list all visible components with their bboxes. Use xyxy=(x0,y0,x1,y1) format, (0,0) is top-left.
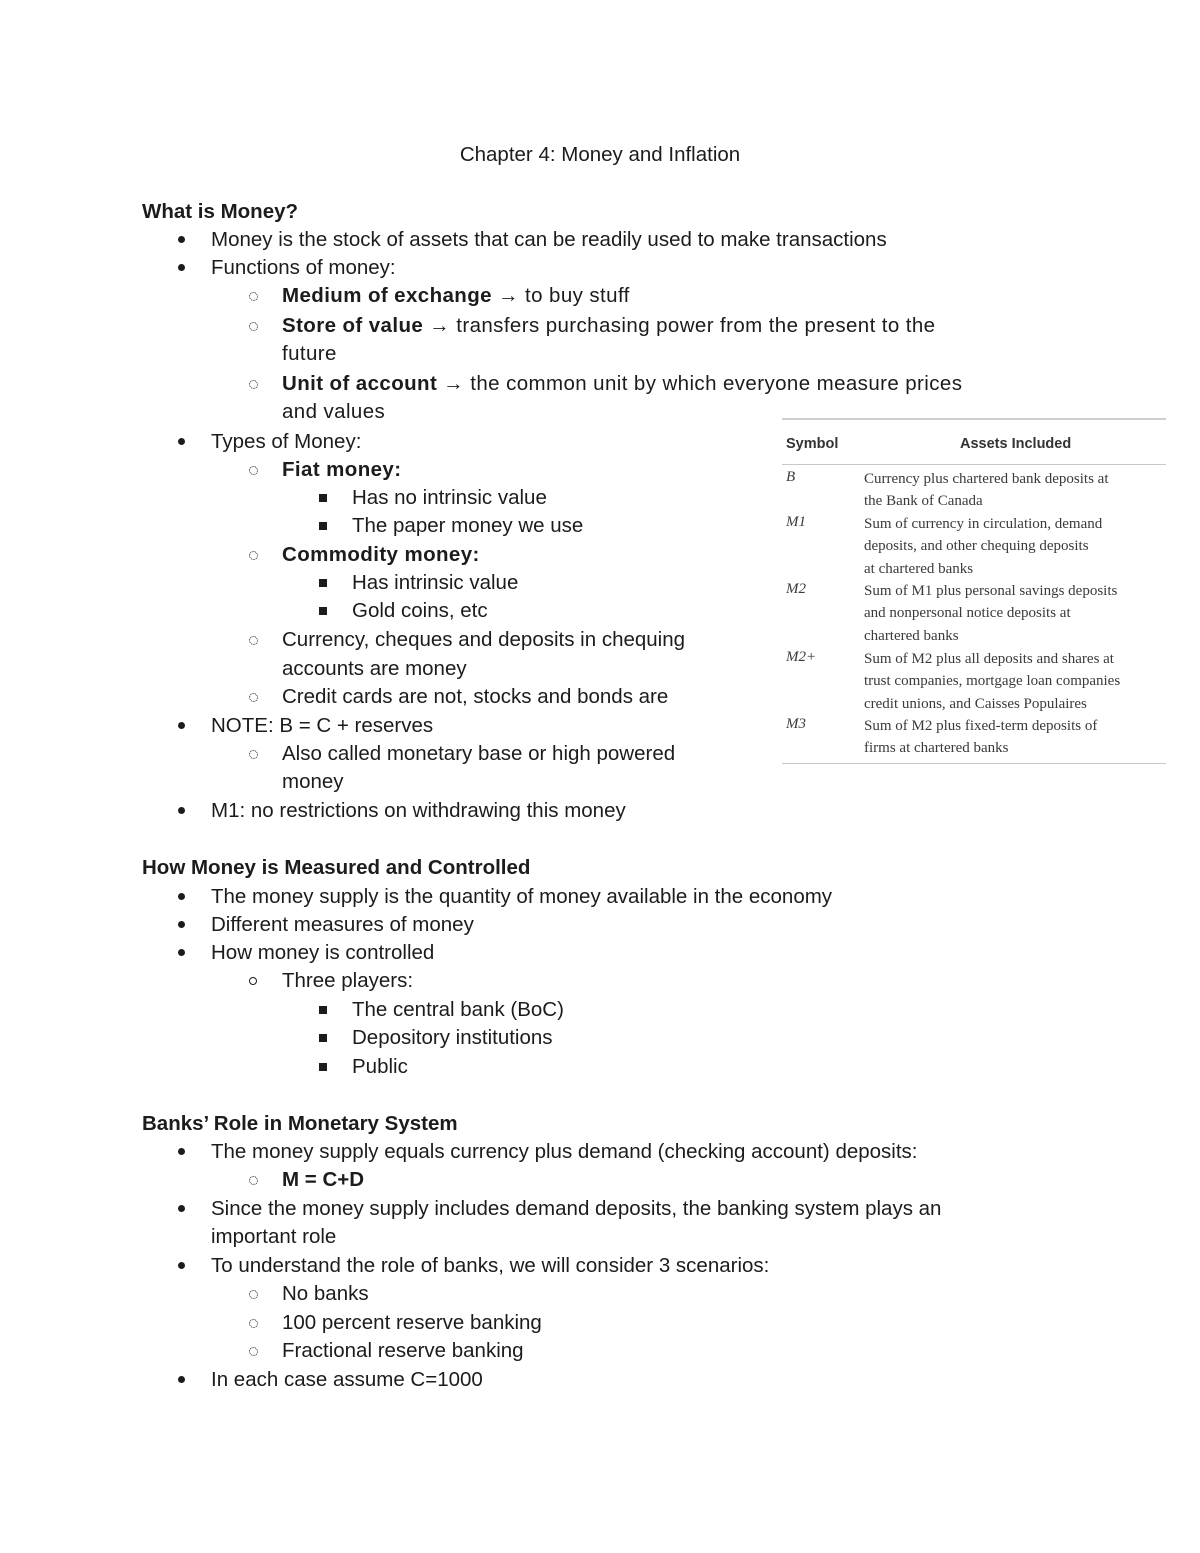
list-item: The money supply equals currency plus demand (checking account) deposits: xyxy=(211,1140,918,1163)
list-item: Gold coins, etc xyxy=(352,599,488,622)
table-bottom-divider xyxy=(782,763,1166,764)
sub-bullet-icon xyxy=(249,636,258,645)
list-item: The money supply is the quantity of money available in the economy xyxy=(211,885,833,908)
list-item-continuation: accounts are money xyxy=(282,657,467,680)
square-bullet-icon xyxy=(319,1063,327,1071)
bullet-icon xyxy=(178,921,185,928)
page-title: Chapter 4: Money and Inflation xyxy=(459,143,741,166)
list-item-continuation: important role xyxy=(211,1225,337,1248)
list-item: The paper money we use xyxy=(352,514,584,537)
bullet-icon xyxy=(178,1376,185,1383)
list-item: Depository institutions xyxy=(352,1026,553,1049)
table-cell-symbol: M3 xyxy=(786,716,806,732)
bullet-icon xyxy=(178,1148,185,1155)
bullet-icon xyxy=(178,264,185,271)
bullet-icon xyxy=(178,807,185,814)
table-cell-symbol: M2 xyxy=(786,581,806,597)
square-bullet-icon xyxy=(319,1006,327,1014)
list-item: Different measures of money xyxy=(211,913,474,936)
list-item: Three players: xyxy=(282,969,414,992)
sub-bullet-icon xyxy=(249,466,258,475)
bullet-icon xyxy=(178,949,185,956)
list-item: Money is the stock of assets that can be readily used to make transactions xyxy=(211,228,887,251)
sub-bullet-icon xyxy=(249,551,258,560)
table-header-assets: Assets Included xyxy=(960,436,1072,452)
bullet-icon xyxy=(178,438,185,445)
list-item: Public xyxy=(352,1055,408,1078)
list-item: In each case assume C=1000 xyxy=(211,1368,483,1391)
money-measures-table xyxy=(782,418,1166,766)
table-cell-symbol: M1 xyxy=(786,514,806,530)
table-cell-symbol: M2+ xyxy=(786,649,817,665)
sub-bullet-icon xyxy=(249,322,258,331)
table-cell-assets: Sum of M1 plus personal savings deposits and nonpersonal notice deposits at chartered banks xyxy=(864,583,1118,644)
list-item: Commodity money: xyxy=(282,543,480,566)
list-item: Medium of exchange → to buy stuff xyxy=(282,284,630,307)
section-heading-what-is-money: What is Money? xyxy=(142,200,299,223)
list-item: No banks xyxy=(282,1282,369,1305)
bullet-icon xyxy=(178,1205,185,1212)
sub-bullet-icon xyxy=(249,380,258,389)
list-item: Since the money supply includes demand deposits, the banking system plays an xyxy=(211,1197,942,1220)
square-bullet-icon xyxy=(319,494,327,502)
circle-bullet-icon xyxy=(249,977,257,985)
square-bullet-icon xyxy=(319,1034,327,1042)
sub-bullet-icon xyxy=(249,1290,258,1299)
table-cell-assets: Sum of M2 plus all deposits and shares at trust companies, mortgage loan companies credit unions, and Caisses Populaires xyxy=(864,651,1121,712)
list-item: Credit cards are not, stocks and bonds are xyxy=(282,685,669,708)
list-item: Has intrinsic value xyxy=(352,571,519,594)
list-item: How money is controlled xyxy=(211,941,435,964)
list-item: The central bank (BoC) xyxy=(352,998,564,1021)
list-item: To understand the role of banks, we will consider 3 scenarios: xyxy=(211,1254,770,1277)
list-item-continuation: money xyxy=(282,770,344,793)
table-header-symbol: Symbol xyxy=(786,436,839,452)
list-item: Currency, cheques and deposits in chequing xyxy=(282,628,686,651)
list-item: Fractional reserve banking xyxy=(282,1339,524,1362)
list-item: Store of value → transfers purchasing power from the present to the xyxy=(282,314,936,337)
square-bullet-icon xyxy=(319,579,327,587)
section-heading-measured: How Money is Measured and Controlled xyxy=(142,856,531,879)
table-cell-assets: Sum of currency in circulation, demand deposits, and other chequing deposits at chartered banks xyxy=(864,516,1103,577)
table-header-divider xyxy=(782,464,1166,465)
list-item-continuation: and values xyxy=(282,400,386,423)
table-cell-symbol: B xyxy=(786,469,796,485)
section-heading-banks: Banks’ Role in Monetary System xyxy=(142,1112,458,1135)
sub-bullet-icon xyxy=(249,693,258,702)
bullet-icon xyxy=(178,893,185,900)
list-item: M1: no restrictions on withdrawing this money xyxy=(211,799,626,822)
bullet-icon xyxy=(178,722,185,729)
sub-bullet-icon xyxy=(249,292,258,301)
sub-bullet-icon xyxy=(249,1319,258,1328)
bullet-icon xyxy=(178,1262,185,1269)
table-cell-assets: Sum of M2 plus fixed-term deposits of firms at chartered banks xyxy=(864,718,1098,757)
list-item: NOTE: B = C + reserves xyxy=(211,714,434,737)
square-bullet-icon xyxy=(319,607,327,615)
list-item: 100 percent reserve banking xyxy=(282,1311,542,1334)
list-item: Also called monetary base or high powered xyxy=(282,742,676,765)
bullet-icon xyxy=(178,236,185,243)
sub-bullet-icon xyxy=(249,1176,258,1185)
list-item: Types of Money: xyxy=(211,430,362,453)
sub-bullet-icon xyxy=(249,750,258,759)
formula: M = C+D xyxy=(282,1168,365,1191)
table-cell-assets: Currency plus chartered bank deposits at the Bank of Canada xyxy=(864,471,1109,510)
square-bullet-icon xyxy=(319,522,327,530)
list-item-continuation: future xyxy=(282,342,337,365)
list-item: Unit of account → the common unit by which everyone measure prices xyxy=(282,372,963,395)
list-item: Fiat money: xyxy=(282,458,402,481)
list-item: Has no intrinsic value xyxy=(352,486,547,509)
sub-bullet-icon xyxy=(249,1347,258,1356)
list-item: Functions of money: xyxy=(211,256,396,279)
